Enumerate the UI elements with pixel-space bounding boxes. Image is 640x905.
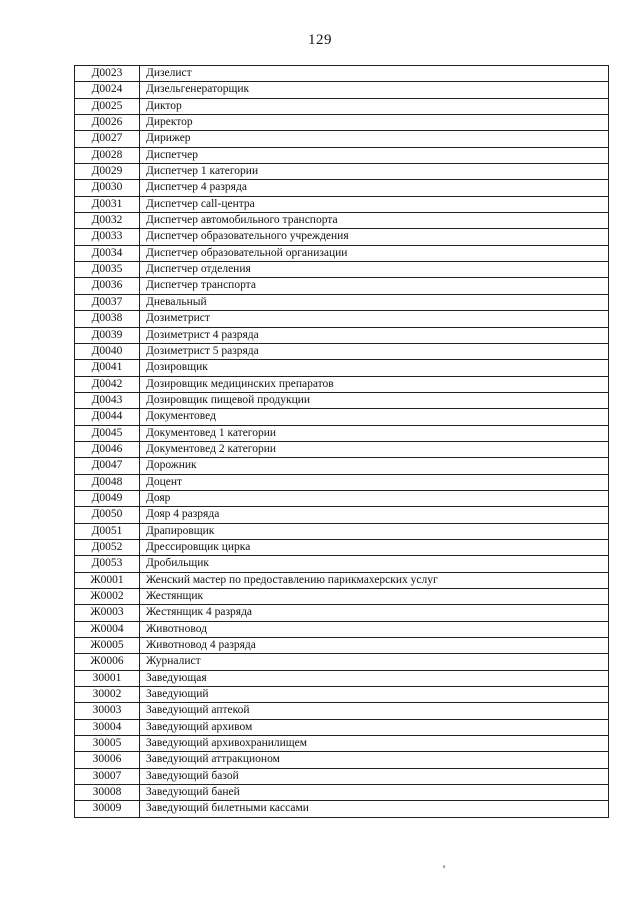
occupation-title: Документовед 1 категории: [140, 426, 609, 441]
occupation-title: Животновод: [140, 622, 609, 637]
table-row: [75, 638, 609, 654]
occupation-code: Д0033: [75, 229, 140, 244]
occupation-title: Дозиметрист 5 разряда: [140, 344, 609, 359]
table-row: [75, 393, 609, 409]
occupation-code: З0009: [75, 801, 140, 816]
occupation-title: Жестянщик 4 разряда: [140, 605, 609, 620]
occupation-title: Дизельгенераторщик: [140, 82, 609, 97]
occupation-title: Заведующий архивохранилищем: [140, 736, 609, 751]
occupation-code: Д0034: [75, 246, 140, 261]
table-row: [75, 213, 609, 229]
occupation-code: Д0024: [75, 82, 140, 97]
table-row: [75, 524, 609, 540]
table-row: [75, 328, 609, 344]
occupation-code: Д0045: [75, 426, 140, 441]
occupation-title: Женский мастер по предоставлению парикмахерских услуг: [140, 573, 609, 588]
occupation-code: З0005: [75, 736, 140, 751]
table-row: [75, 295, 609, 311]
table-row: [75, 687, 609, 703]
table-row: [75, 311, 609, 327]
occupation-title: Диспетчер 1 категории: [140, 164, 609, 179]
table-row: [75, 131, 609, 147]
occupation-code: Д0035: [75, 262, 140, 277]
occupation-title: Диспетчер call-центра: [140, 197, 609, 212]
occupation-title: Дозиметрист: [140, 311, 609, 326]
occupation-code: Д0038: [75, 311, 140, 326]
table-row: [75, 458, 609, 474]
page-number: 129: [308, 32, 332, 48]
table-row: [75, 99, 609, 115]
occupation-code: Ж0005: [75, 638, 140, 653]
occupation-title: Диспетчер автомобильного транспорта: [140, 213, 609, 228]
occupation-title: Журналист: [140, 654, 609, 669]
occupation-code: Ж0002: [75, 589, 140, 604]
occupation-code: Д0029: [75, 164, 140, 179]
table-row: [75, 540, 609, 556]
occupation-code: Д0040: [75, 344, 140, 359]
occupation-title: Дозировщик медицинских препаратов: [140, 377, 609, 392]
table-row: [75, 589, 609, 605]
table-row: [75, 344, 609, 360]
occupation-code: З0002: [75, 687, 140, 702]
table-row: [75, 148, 609, 164]
table-row: [75, 377, 609, 393]
occupation-title: Дрессировщик цирка: [140, 540, 609, 555]
occupation-title: Дорожник: [140, 458, 609, 473]
occupation-title: Животновод 4 разряда: [140, 638, 609, 653]
occupation-code: Д0031: [75, 197, 140, 212]
table-row: [75, 654, 609, 670]
occupation-title: Диспетчер образовательного учреждения: [140, 229, 609, 244]
table-row: [75, 736, 609, 752]
table-row: [75, 573, 609, 589]
occupation-title: Заведующий аптекой: [140, 703, 609, 718]
occupation-code: Д0046: [75, 442, 140, 457]
occupation-title: Диспетчер 4 разряда: [140, 180, 609, 195]
table-row: [75, 671, 609, 687]
occupation-code: Ж0004: [75, 622, 140, 637]
occupation-code: Ж0003: [75, 605, 140, 620]
table-row: [75, 229, 609, 245]
occupation-code: Д0036: [75, 278, 140, 293]
occupation-title: Дневальный: [140, 295, 609, 310]
occupation-code: Д0023: [75, 66, 140, 81]
occupation-code: Д0049: [75, 491, 140, 506]
table-row: [75, 180, 609, 196]
table-row: [75, 442, 609, 458]
occupation-code: Д0052: [75, 540, 140, 555]
table-row: [75, 82, 609, 98]
occupation-title: Заведующий архивом: [140, 720, 609, 735]
occupation-title: Директор: [140, 115, 609, 130]
table-row: [75, 115, 609, 131]
occupation-title: Диктор: [140, 99, 609, 114]
occupation-code: Д0041: [75, 360, 140, 375]
occupation-title: Дробильщик: [140, 556, 609, 571]
table-row: [75, 426, 609, 442]
table-row: [75, 622, 609, 638]
occupation-code: Д0044: [75, 409, 140, 424]
occupation-title: Дозировщик пищевой продукции: [140, 393, 609, 408]
table-row: [75, 507, 609, 523]
occupation-code: Д0050: [75, 507, 140, 522]
occupation-code: З0007: [75, 769, 140, 784]
occupation-title: Диспетчер: [140, 148, 609, 163]
table-row: [75, 278, 609, 294]
stray-mark: ': [443, 862, 446, 876]
table-row: [75, 409, 609, 425]
occupation-code: Д0028: [75, 148, 140, 163]
table-row: [75, 475, 609, 491]
occupation-title: Заведующая: [140, 671, 609, 686]
occupation-title: Дозиметрист 4 разряда: [140, 328, 609, 343]
occupation-code: З0001: [75, 671, 140, 686]
occupation-code: Ж0001: [75, 573, 140, 588]
table-row: [75, 197, 609, 213]
occupation-code: Д0053: [75, 556, 140, 571]
table-row: [75, 720, 609, 736]
occupation-code: Д0025: [75, 99, 140, 114]
occupation-code: З0008: [75, 785, 140, 800]
occupation-title: Дозировщик: [140, 360, 609, 375]
table-row: [75, 752, 609, 768]
occupation-code: З0004: [75, 720, 140, 735]
occupation-code: Ж0006: [75, 654, 140, 669]
occupation-code: Д0032: [75, 213, 140, 228]
table-row: [75, 164, 609, 180]
occupation-title: Заведующий базой: [140, 769, 609, 784]
table-row: [75, 769, 609, 785]
occupation-title: Дояр: [140, 491, 609, 506]
occupation-title: Заведующий билетными кассами: [140, 801, 609, 816]
occupation-code: З0006: [75, 752, 140, 767]
occupation-code: Д0026: [75, 115, 140, 130]
table-row: [75, 360, 609, 376]
occupations-table: [74, 65, 609, 818]
occupation-title: Документовед: [140, 409, 609, 424]
occupation-code: Д0047: [75, 458, 140, 473]
table-row: [75, 785, 609, 801]
table-row: [75, 556, 609, 572]
table-row: [75, 605, 609, 621]
table-row: [75, 66, 609, 82]
occupation-title: Заведующий баней: [140, 785, 609, 800]
occupation-title: Заведующий аттракционом: [140, 752, 609, 767]
table-row: [75, 703, 609, 719]
occupation-code: Д0030: [75, 180, 140, 195]
occupation-code: Д0048: [75, 475, 140, 490]
occupation-code: Д0027: [75, 131, 140, 146]
occupation-code: Д0039: [75, 328, 140, 343]
occupation-title: Жестянщик: [140, 589, 609, 604]
table-row: [75, 491, 609, 507]
occupation-code: Д0051: [75, 524, 140, 539]
occupation-title: Дирижер: [140, 131, 609, 146]
occupation-code: З0003: [75, 703, 140, 718]
occupation-title: Диспетчер транспорта: [140, 278, 609, 293]
occupation-code: Д0042: [75, 377, 140, 392]
occupation-title: Драпировщик: [140, 524, 609, 539]
occupation-title: Дизелист: [140, 66, 609, 81]
table-row: [75, 246, 609, 262]
occupation-title: Диспетчер образовательной организации: [140, 246, 609, 261]
occupation-code: Д0043: [75, 393, 140, 408]
occupation-title: Заведующий: [140, 687, 609, 702]
occupation-title: Документовед 2 категории: [140, 442, 609, 457]
occupation-code: Д0037: [75, 295, 140, 310]
occupation-title: Доцент: [140, 475, 609, 490]
table-row: [75, 801, 609, 817]
table-row: [75, 262, 609, 278]
occupation-title: Дояр 4 разряда: [140, 507, 609, 522]
occupation-title: Диспетчер отделения: [140, 262, 609, 277]
